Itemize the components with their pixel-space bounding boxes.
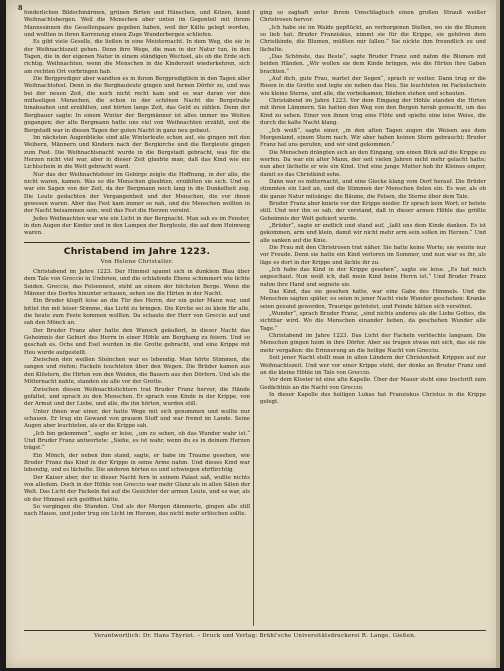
story-paragraph: Der Bruder Franz aber hatte den Wunsch geäußert, in dieser Nacht das Geheimnis der Geburt des Herrn in einer Höhle am Berghang zu feiern. Und so geschah es. Ochs und Esel wurden in die Grotte gebracht, und eine Krippe mit Heu wurde aufgestellt. [24, 327, 250, 356]
imprint-footer: Verantwortlich: Dr. Hans Thyriot. – Druck und Verlag: Brühl'sche Universitätsdruckerei R. Lange, Gießen. [24, 630, 486, 639]
story-paragraph: „Ich habe sie im Walde gepflückt, an verborgenen Stellen, wo sie die Blumen so lieb hat. Bruder Franziskus, nimmt sie für die Krippe, sie gehören dem Christkinde, die Blumen, müßten mir fallen.“ Sie nickte ihm freundlich zu und lächelte. [260, 24, 486, 53]
story-paragraph: Zwischen den weißen Steinchen war es lebendig. Man hörte Stimmen, die sangen und riefen; Fackeln leuchteten über den Wegen. Die Brüder kamen aus den Klöstern, die Hirten von den Weiden, die Bauern aus den Dörfern. Und als die Mitternacht nahte, standen sie alle vor der Grotte. [24, 357, 250, 386]
story-paragraph: In dieser Kapelle des heiligen Lukas hat Franziskus Christus in die Krippe gelegt. [260, 391, 486, 406]
story-paragraph: Der Kaiser aber, der in dieser Nacht fern in seinem Palast saß, wußte nichts von alledem. Doch in der Höhle von Greccio war mehr Glanz als in allen Sälen der Welt. Das Licht der Fackeln fiel auf die Gesichter der armen Leute, und es war, als ob der Himmel sich geöffnet hätte. [24, 474, 250, 503]
section-divider [24, 242, 250, 243]
story-paragraph: „Das Schönste, das Beste“, sagte Bruder Franz und nahm die Blumen mit beiden Händen. „Wir wollen sie dem Kinde bringen, wie die Hirten ihre Gaben brachten.“ [260, 54, 486, 75]
story-paragraph: Das Kind, das sie gesehen hatte, war eine Gabe des Himmels. Und die Menschen sagten später, es seien in jener Nacht viele Wunder geschehen: Kranke seien gesund geworden, Traurige getröstet, und Feinde hätten sich versöhnt. [260, 289, 486, 310]
page-edge [496, 0, 500, 668]
story-paragraph: Vor dem Kloster ist eine alte Kapelle. Über der Mauer steht eine Inschrift zum Gedächtnis an die Nacht von Greccio. [260, 377, 486, 391]
story-paragraph: „Ich bin gekommen“, sagte er leise, „um zu sehen, ob das Wunder wahr ist.“ Und Bruder Franz antwortete: „Siehe, es ist wahr, wenn du es in deinem Herzen trägst.“ [24, 430, 250, 452]
story-paragraph: Christabend im Jahre 1223. Der Himmel spannt sich in dunklem Blau über dem Tale von Greccio in Umbrien, und die schlafende Ebene schimmert wie lichte Seiden. Greccio, das Felsennest, steht an einem der höchsten Berge. Wenn die Männer des Dorfes hinunter schauen, sehen sie die Hirten in der Nacht. [24, 269, 250, 298]
story-paragraph: Christabend im Jahre 1223. Vor dem Eingang der Höhle standen die Hirten mit ihren Lämmern. Sie hatten den Weg von den Bergen herab gemacht, um das Kind zu sehen. Einer von ihnen trug eine Flöte und spielte eine leise Weise, die durch die kalte Nacht klang. [260, 98, 486, 127]
story-paragraph: „Ich weiß“, sagte einer, „in den alten Tagen zogen die Weisen aus dem Morgenland, einem Stern nach. Wir aber haben keinen Stern gebraucht; Bruder Franz hat uns gerufen, und wir sind gekommen.“ [260, 127, 486, 149]
newspaper-page [6, 0, 500, 668]
story-paragraph: „Wunder“, sprach Bruder Franz, „sind nichts anderes als die Liebe Gottes, die sichtbar wird. Wo die Menschen einander lieben, da geschehen Wunder alle Tage.“ [260, 311, 486, 332]
intro-paragraph: Jedes Weihnachten war wie ein Licht in der Bergnacht. Man sah es im Fenster, in den Augen der Kinder und in den Lampen der Bergleute, die auf dem Heimweg waren. [24, 215, 250, 237]
column-rule [253, 10, 254, 626]
story-paragraph: Die Frau mit den Christrosen trat näher. Sie hatte keine Worte; sie weinte nur vor Freude. Denn sie hatte ein Kind verloren im Sommer, und nun war es ihr, als läge es dort in der Krippe und lächle ihr zu. [260, 245, 486, 266]
story-paragraph: Ein Bruder klopft leise an die Tür des Herrn, der ein guter Mann war, und bittet ihn mit leiser Stimme, das Licht zu bringen. Die Kirche sei zu klein für alle, die heute zum Feste kommen wollten. Da schaute der Herr von Greccio auf und sah den Mönch an. [24, 298, 250, 327]
story-paragraph: „Brüder“, sagte er endlich und stand auf, „laßt uns dem Kinde danken. Es ist gekommen, arm und klein, damit wir nicht mehr arm sein sollen im Herzen.“ Und alle sanken auf die Knie. [260, 222, 486, 244]
intro-paragraph: fonderlichen Bildschmärmen, grünen Birten und Hänschen, und Kitzen, kund Weihnachtsbergen. Weil die Menschen aber unten im Gegenteil mit ihrem Mannssinnen die Gesellenpaare gegeben haben, weil der Kälte gelegt worden, und wollten in ihren Karrenzug einen Zuge Wunderbergen schliefen. [24, 10, 250, 39]
article-author: Von Helene Christaller. [100, 258, 174, 265]
story-paragraph: Dann war es mitternacht, und eine Glocke klang vom Dorf herauf. Die Brüder stimmten ein Lied an, und die Stimmen der Menschen fielen ein. Es war, als ob die ganze Natur mitsänge: die Bäume, die Felsen, die Sterne über dem Tale. [260, 178, 486, 200]
intro-paragraph: Im nächsten Augenblicke sind alle Winterleute schon auf, sie gingen mit den Weibern, Männern und Kindern nach der Bergkirche und die Bergleute gingen zum Fest. Die Weihnachtsnacht wurde in die Bergstadt gebracht, was für die Herzen nicht viel war, aber in dieser Zeit glaubte man, daß das Kind wie ein Lichtschein in die Welt gebracht ward. [24, 134, 250, 171]
story-paragraph: Unter ihnen war einer, der hatte Wege mit sich genommen und wollte nur schauen. Er trug ein Gewand von grauem Stoff und war fremd im Lande. Seine Augen aber leuchteten, als er die Krippe sah. [24, 408, 250, 430]
story-paragraph: Seit jener Nacht stellt man in allen Ländern der Christenheit Krippen auf zur Weihnachtszeit. Und wer vor einer Krippe steht, der denke an Bruder Franz und an die kleine Höhle im Tale von Greccio. [260, 355, 486, 376]
story-paragraph: Christabend im Jahre 1223. Das Licht der Fackeln verlöschte langsam. Die Menschen gingen heim in ihre Dörfer. Aber sie trugen etwas mit sich, das sie nie mehr vergaßen: die Erinnerung an die heilige Nacht von Greccio. [260, 333, 486, 354]
story-paragraph: Zwischen diesen Weihnachtslichtern trat Bruder Franz hervor, die Hände gefaltet, und sprach zu den Menschen. Er sprach vom Kinde in der Krippe, von der Armut und der Liebe, und alle, die ihn hörten, wurden still. [24, 386, 250, 408]
intro-paragraph: Nur das der Weihnachtsfeier im Gebirge zeigte die Hoffnung, in der alle, die nicht waren, kamen. Was so die Menschen glaubten, erzählten sie sich. Und es war ein Sagen von der Zeit, da der Bergmann noch lang in die Dunkelheit zog. Die Leute gedachten der Vergangenheit und der Menschen, die vor ihnen gewesen waren. Aber das Fest kam immer so nah, und die Menschen wollten in der Nacht beisammen sein, weil das Fest die Herzen vereint. [24, 171, 250, 215]
story-paragraph: ging so zaghaft unter ihrem Umschlagtuch einen großen Strauß weißer Christrosen hervor. [260, 10, 486, 24]
story-paragraph: Ein Mönch, der neben ihm stand, sagte, er habe im Traume gesehen, wie Bruder Franz das Kind in der Krippe in seine Arme nahm. Und dieses Kind war lebendig, und es lächelte. Die anderen hörten es und schwiegen ehrfürchtig. [24, 452, 250, 474]
story-paragraph: Bruder Franz aber kniete vor der Krippe nieder. Er sprach kein Wort; er betete still. Und wer ihn so sah, der verstand, daß in dieser armen Höhle das größte Geheimnis der Welt gefeiert wurde. [260, 200, 486, 222]
story-paragraph: „Ich habe das Kind in der Krippe gesehen“, sagte sie leise. „Es hat mich angeschaut. Nun weiß ich, daß mein Kind beim Herrn ist.“ Und Bruder Franz nahm ihre Hand und segnete sie. [260, 267, 486, 288]
article-title: Christabend im Jahre 1223. [63, 245, 211, 257]
right-column [260, 10, 486, 634]
story-paragraph: So vergingen die Stunden. Und als der Morgen dämmerte, gingen alle still nach Hause, und jeder trug ein Licht im Herzen, das nicht mehr erlöschen sollte. [24, 504, 250, 518]
intro-paragraph: Die Bergprediger aber wandten es in ihrem Bergpredigtlein in den Tagen aller Weihnachtsfest. Denn in die Bergbauleute gingen und fernen Dörfer zu, und was bei der neuen Zeit, die noch nicht recht kam und es war daran vor den mühseligen Menschen, die schon in der schönen Nacht die Bergstraße hinabsahen und erzählten, und hörten lange Zeit, das Geld zu zählen. Denn der Bergbauer sagte: In einem Winter der Bergmänner ist alles immer ins Weiten gegangen; der alte Bergmann hatte uns viel von Weihnachten erzählt, und die Bergstadt war in diesen Tagen der guten Nacht in ganz neu gebaut. [24, 76, 250, 134]
left-column [24, 10, 250, 628]
story-paragraph: „Auf dich, gute Frau, wartet der Segen“, sprach er weiter. Dann trug er die Rosen in die Grotte und legte sie neben das Heu. Sie leuchteten im Fackelschein wie kleine Sterne, und alle, die vorbeikamen, blieben stehen und schauten. [260, 76, 486, 97]
page-number: 8 [18, 4, 23, 12]
intro-paragraph: Es gibt viele Geselle, die ließen in eine Meisternacht. In dem Weg, die sie in der Weihnachtszeit gehen. Denn ihre Wege, die man in der Natur tun, in den Tagen, die in der eigenen Natur in einem ständigen Wechsel, als ob die Erde sich richtig. Weihnachten, wenn die Menschen in die Kinderzeit wiederkehren, sich am rechten Ort vorbringen hab. [24, 39, 250, 75]
story-paragraph: Die Menschen drängten sich an den Eingang, um einen Blick auf die Krippe zu werfen. Da war ein alter Mann, der seit vielen Jahren nicht mehr gelacht hatte; nun aber lächelte er wie ein Kind. Und eine junge Mutter hob ihr Kleines empor, damit es das Christkind sehe. [260, 149, 486, 178]
